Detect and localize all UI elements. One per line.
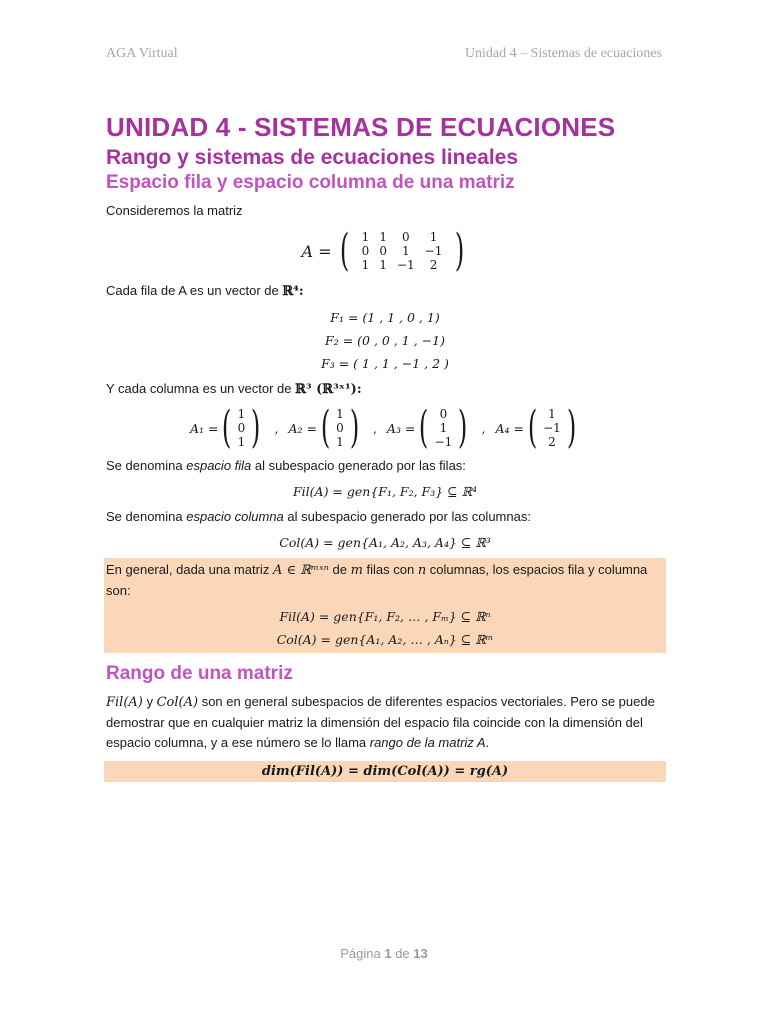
row-space-definition: Se denomina espacio fila al subespacio generado por las filas: xyxy=(106,458,466,474)
matrix-a-entries: 1 1 0 1 0 0 1 −1 1 1 −1 2 xyxy=(361,230,443,273)
column-space-equation: Col(A) = gen{A₁, A₂, A₃, A₄} ⊆ ℝ³ xyxy=(279,535,491,551)
general-column-space-equation: Col(A) = gen{A₁, A₂, … , Aₙ} ⊆ ℝᵐ xyxy=(276,632,494,648)
matrix-a: A = ( 1 1 0 1 0 0 1 −1 1 1 −1 2 ) xyxy=(301,225,465,277)
rank-equation: dim(Fil(A)) = dim(Col(A)) = rg(A) xyxy=(104,761,666,782)
general-row-space-equation: Fil(A) = gen{F₁, F₂, … , Fₘ} ⊆ ℝⁿ xyxy=(279,609,491,625)
page-number: Página 1 de 13 xyxy=(340,946,428,961)
columns-text: Y cada columna es un vector de ℝ³ (ℝ³ˣ¹): xyxy=(106,381,362,398)
row-space-equation: Fil(A) = gen{F₁, F₂, F₃} ⊆ ℝ⁴ xyxy=(293,484,477,500)
column-vector-1: A₁ = ( 1 0 1 ) xyxy=(189,402,261,454)
general-definition-text: En general, dada una matriz A ∈ ℝᵐˣⁿ de m filas con n columnas, los espacios fila y columna son: xyxy=(106,562,648,599)
column-vector-3: A₃ = ( 0 1 −1 ) xyxy=(386,402,468,454)
rank-paragraph: Fil(A) y Col(A) son en general subespacios de diferentes espacios vectoriales. Pero se puede demostrar que en cualquier matriz la dimensión del espacio fila coincide con la dimensión del espacio columna, y a ese número se lo llama rango de la matriz A. xyxy=(106,693,655,750)
row-vector-2: F₂ = (0 , 0 , 1 , −1) xyxy=(325,333,445,349)
column-vector-2: A₂ = ( 1 0 1 ) xyxy=(288,402,360,454)
header-right: Unidad 4 – Sistemas de ecuaciones xyxy=(464,46,662,61)
column-vector-4: A₄ = ( 1 −1 2 ) xyxy=(495,402,577,454)
page-content xyxy=(106,112,664,782)
column-vectors: A₁ = ( 1 0 1 ) , A₂ = ( 1 0 1 ) , A₃ = ( 0 1 −1 ) , A₄ = ( 1 −1 2 ) xyxy=(106,406,664,450)
general-definition-box xyxy=(104,558,666,653)
column-space-definition: Se denomina espacio columna al subespacio generado por las columnas: xyxy=(106,509,531,525)
row-vector-1: F₁ = (1 , 1 , 0 , 1) xyxy=(330,310,440,326)
matrix-a-label: A = xyxy=(301,241,332,261)
rows-text: Cada fila de A es un vector de ℝ⁴: xyxy=(106,283,304,300)
section-heading-rank: Rango de una matriz xyxy=(106,663,293,685)
page-subtitle: Rango y sistemas de ecuaciones lineales xyxy=(106,146,519,170)
section-heading-row-column-space: Espacio fila y espacio columna de una matriz xyxy=(106,172,515,194)
intro-text: Consideremos la matriz xyxy=(106,203,243,219)
page-title: UNIDAD 4 - SISTEMAS DE ECUACIONES xyxy=(106,112,616,142)
header-left: AGA Virtual xyxy=(106,46,178,61)
row-vector-3: F₃ = ( 1 , 1 , −1 , 2 ) xyxy=(321,356,449,372)
